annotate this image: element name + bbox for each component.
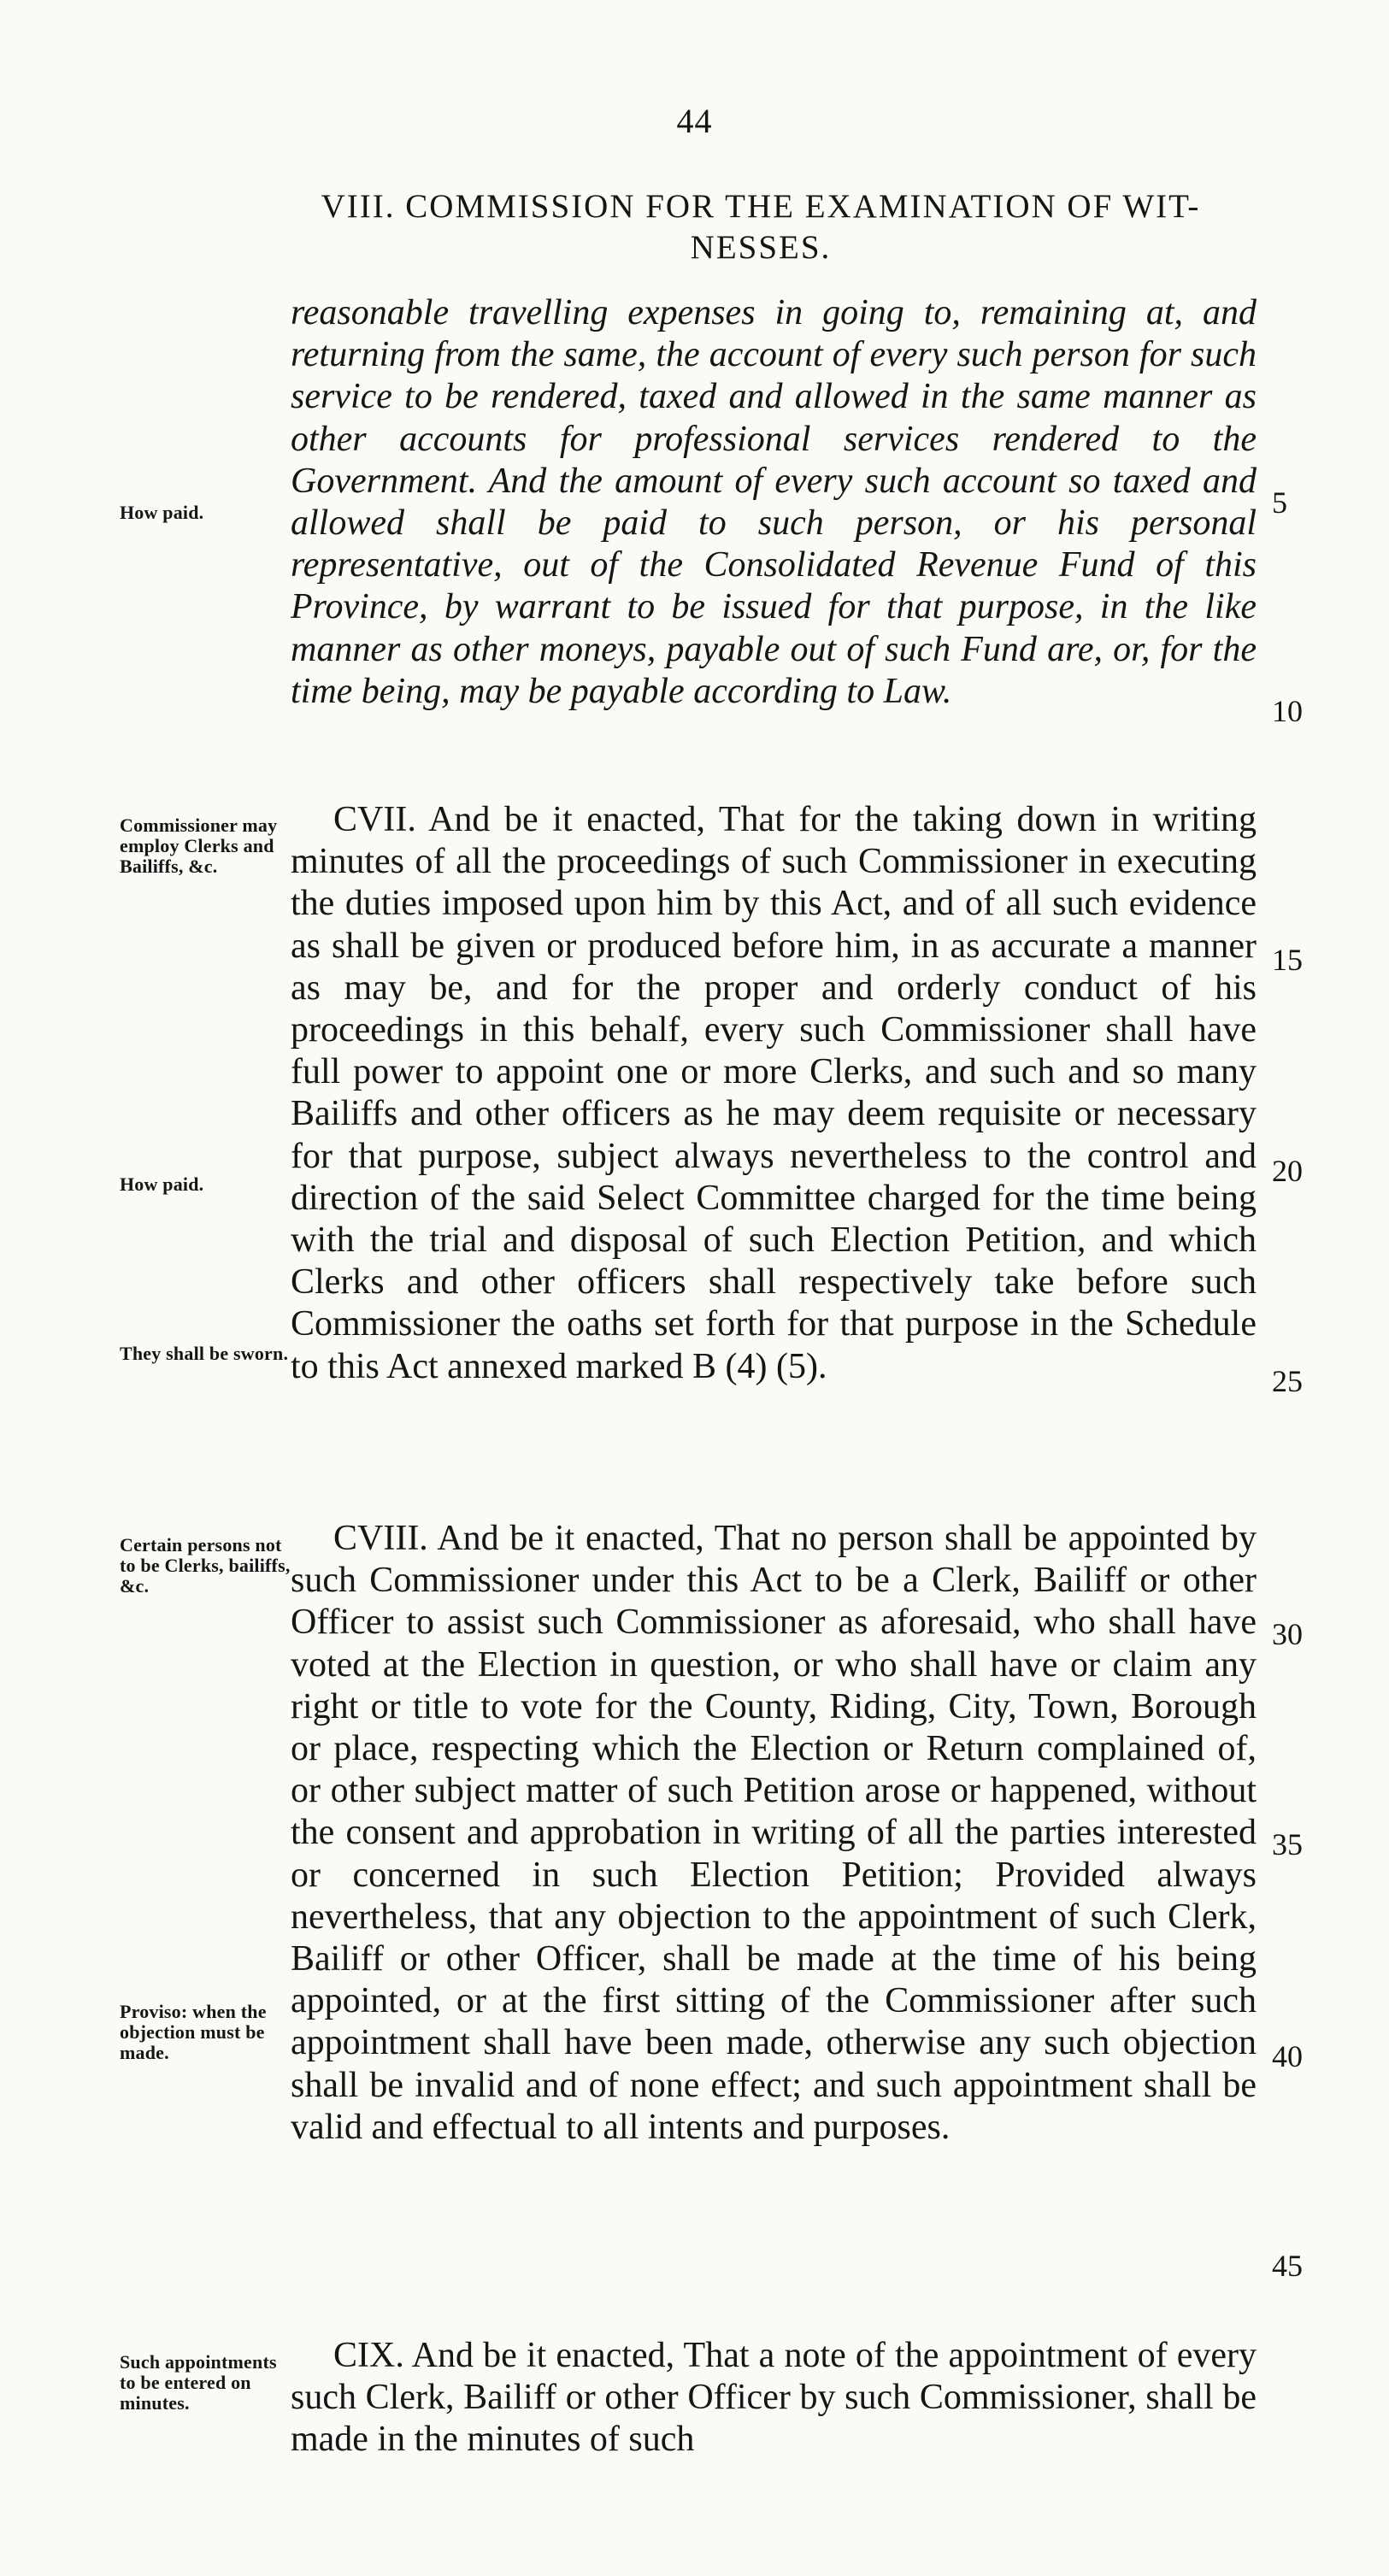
margin-note-certain-persons: Certain persons not to be Clerks, bailiffs, &c. xyxy=(120,1534,291,1597)
section-cviii xyxy=(291,1518,1257,2149)
margin-note-proviso: Proviso: when the objection must be made. xyxy=(120,2001,267,2063)
line-number-15: 15 xyxy=(1272,943,1303,977)
line-number-20: 20 xyxy=(1272,1154,1303,1188)
heading-line-2: NESSES. xyxy=(690,229,832,266)
line-number-35: 35 xyxy=(1272,1827,1303,1861)
section-cix-text: CIX. And be it enacted, That a note of the appointment of every such Clerk, Bailiff or other Officer by such Commissioner, shall be made in the minutes of such xyxy=(291,2336,1257,2460)
line-number-45: 45 xyxy=(1272,2249,1303,2283)
section-cix xyxy=(291,2335,1257,2461)
line-number-10: 10 xyxy=(1272,694,1303,728)
section-heading xyxy=(256,186,1265,268)
section-cvii xyxy=(291,799,1257,1388)
section-cvii-text: CVII. And be it enacted, That for the taking down in writing minutes of all the proceedings of such Commissioner in executing the duties imposed upon him by this Act, and of all such evidence as shall be given or produced before him, in as accurate a manner as may be, and for the proper and orderly conduct of his proceedings in this behalf, every such Commissioner shall have full power to appoint one or more Clerks, and such and so many Bailiffs and other officers as he may deem requisite or necessary for that purpose, subject always nevertheless to the control and direction of the said Select Committee charged for the time being with the trial and disposal of such Election Petition, and which Clerks and other officers shall respectively take before such Commissioner the oaths set forth for that purpose in the Schedule to this Act annexed marked B (4) (5). xyxy=(291,800,1257,1386)
heading-line-1: VIII. COMMISSION FOR THE EXAMINATION OF WIT- xyxy=(321,188,1201,225)
margin-note-such-appointments: Such appointments to be entered on minutes. xyxy=(120,2351,277,2414)
line-number-5: 5 xyxy=(1272,485,1287,520)
continued-paragraph: reasonable travelling expenses in going to, remaining at, and returning from the same, the account of every such person for such service to be rendered, taxed and allowed in the same manner as other accounts for professional services rendered to the Government. And the amount of every such account so taxed and allowed shall be paid to such person, or his personal representative, out of the Consolidated Revenue Fund of this Province, by warrant to be issued for that purpose, in the like manner as other moneys, payable out of such Fund are, or, for the time being, may be payable according to Law. xyxy=(291,293,1257,711)
line-number-40: 40 xyxy=(1272,2039,1303,2073)
margin-note-how-paid-1: How paid. xyxy=(120,502,204,523)
margin-note-commissioner-employ: Commissioner may employ Clerks and Bailiffs, &c. xyxy=(120,815,278,877)
line-number-25: 25 xyxy=(1272,1364,1303,1398)
line-number-30: 30 xyxy=(1272,1617,1303,1651)
section-cviii-text: CVIII. And be it enacted, That no person shall be appointed by such Commissioner under this Act to be a Clerk, Bailiff or other Officer to assist such Commissioner as aforesaid, who shall have voted at the Election in question, or who shall have or claim any right or title to vote for the County, Riding, City, Town, Borough or place, respecting which the Election or Return complained of, or other subject matter of such Petition arose or happened, without the consent and approbation in writing of all the parties interested or concerned in such Election Petition; Provided always nevertheless, that any objection to the appointment of such Clerk, Bailiff or other Officer, shall be made at the time of his being appointed, or at the first sitting of the Commissioner after such appointment shall have been made, otherwise any such objection shall be invalid and of none effect; and such appointment shall be valid and effectual to all intents and purposes. xyxy=(291,1519,1257,2147)
margin-note-sworn: They shall be sworn. xyxy=(120,1343,289,1364)
margin-note-how-paid-2: How paid. xyxy=(120,1173,204,1195)
page-number: 44 xyxy=(676,102,713,140)
